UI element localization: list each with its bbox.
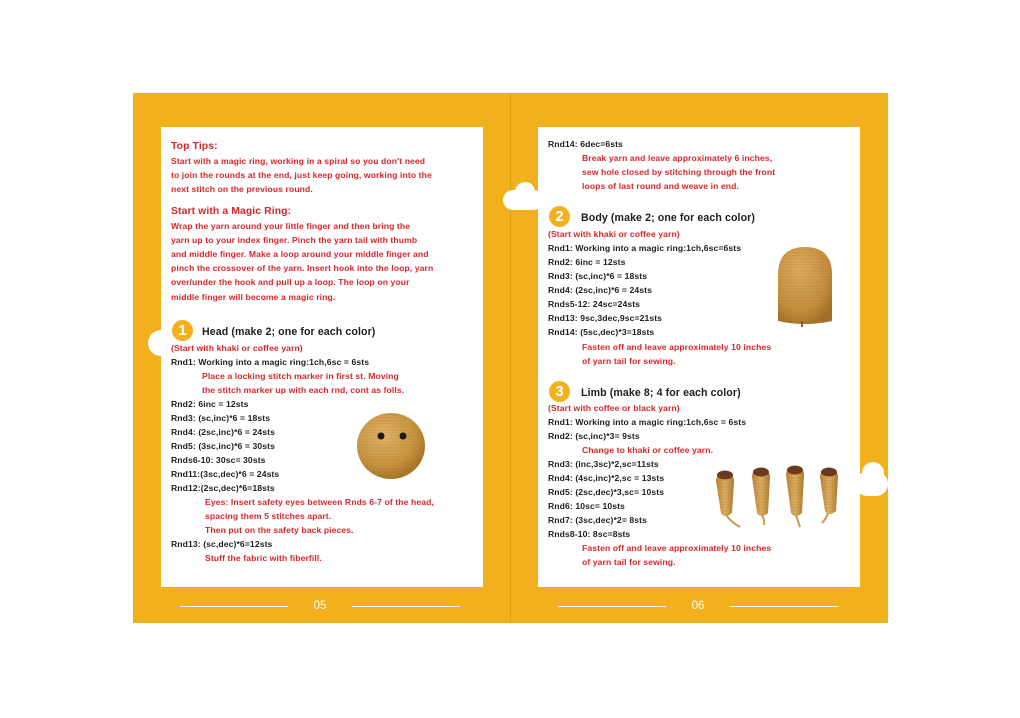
head-instruction-line: Eyes: Insert safety eyes between Rnds 6-7 of the head, — [205, 497, 434, 507]
magic-ring-title: Start with a Magic Ring: — [171, 206, 292, 217]
limb-instruction-line: Rnd3: (inc,3sc)*2,sc=11sts — [548, 459, 659, 469]
crochet-limbs-photo — [712, 465, 852, 531]
body-instruction-line: Fasten off and leave approximately 10 inches — [582, 342, 772, 352]
head-end-line: Rnd14: 6dec=6sts — [548, 139, 623, 149]
limb-instruction-line: Rnd2: (sc,inc)*3= 9sts — [548, 431, 640, 441]
page-number: 06 — [691, 600, 705, 612]
limb-piece — [752, 468, 770, 526]
body-instruction-line: Rnd13: 9sc,3dec,9sc=21sts — [548, 313, 663, 323]
body-instruction-line: Rnd14: (5sc,dec)*3=18sts — [548, 327, 655, 337]
body-instruction-line: Rnd2: 6inc = 12sts — [548, 257, 626, 267]
head-instruction-line: spacing them 5 stitches apart. — [205, 511, 332, 521]
magic-ring-line: over/under the hook and pull up a loop. The loop on your — [171, 277, 410, 287]
footer-line — [180, 606, 288, 607]
page-number: 05 — [313, 600, 327, 612]
head-instruction-line: Rnd4: (2sc,inc)*6 = 24sts — [171, 427, 275, 437]
top-tips-line: Start with a magic ring, working in a spiral so you don't need — [171, 156, 426, 166]
section-number-badge: 3 — [549, 381, 570, 402]
top-tips-line: to join the rounds at the end, just keep going, working into the — [171, 170, 432, 180]
eye-icon — [400, 433, 407, 440]
section-number-badge: 1 — [172, 320, 193, 341]
limb-instruction-line: of yarn tail for sewing. — [582, 557, 676, 567]
limb-piece — [716, 471, 740, 528]
top-tips-line: next stitch on the previous round. — [171, 184, 313, 194]
page-fold — [510, 93, 511, 623]
body-instruction-line: Rnd1: Working into a magic ring:1ch,6sc=6sts — [548, 243, 742, 253]
limb-section-title: Limb (make 8; 4 for each color) — [581, 387, 741, 399]
footer-line — [558, 606, 666, 607]
body-instruction-line: of yarn tail for sewing. — [582, 356, 676, 366]
head-end-line: loops of last round and weave in end. — [582, 181, 739, 191]
limb-instruction-line: Change to khaki or coffee yarn. — [582, 445, 714, 455]
head-instruction-line: the stitch marker up with each rnd, cont as folls. — [202, 385, 405, 395]
head-instruction-line: Then put on the safety back pieces. — [205, 525, 354, 535]
footer-line — [352, 606, 460, 607]
limb-instruction-line: Rnd5: (2sc,dec)*3,sc= 10sts — [548, 487, 665, 497]
magic-ring-line: Wrap the yarn around your little finger and then bring the — [171, 221, 411, 231]
body-instruction-line: Rnd4: (2sc,inc)*6 = 24sts — [548, 285, 652, 295]
head-instruction-line: Rnd5: (3sc,inc)*6 = 30sts — [171, 441, 275, 451]
head-instruction-line: Rnd1: Working into a magic ring:1ch,6sc = 6sts — [171, 357, 370, 367]
head-instruction-line: Place a locking stitch marker in first st. Moving — [202, 371, 399, 381]
body-section-title: Body (make 2; one for each color) — [581, 212, 756, 224]
head-instruction-line: Rnd12:(2sc,dec)*6=18sts — [171, 483, 275, 493]
head-end-line: Break yarn and leave approximately 6 inches, — [582, 153, 773, 163]
top-tips-title: Top Tips: — [171, 141, 218, 152]
crochet-head-photo — [352, 408, 430, 484]
magic-ring-line: yarn up to your index finger. Pinch the yarn tail with thumb — [171, 235, 418, 245]
limb-instruction-line: Rnd6: 10sc= 10sts — [548, 501, 625, 511]
limb-piece — [820, 468, 838, 524]
limb-piece — [786, 466, 804, 528]
limb-section-subtitle: (Start with coffee or black yarn) — [548, 403, 680, 413]
eye-icon — [378, 433, 385, 440]
limb-instruction-line: Rnd1: Working into a magic ring:1ch,6sc = 6sts — [548, 417, 747, 427]
head-instruction-line: Rnd2: 6inc = 12sts — [171, 399, 249, 409]
head-instruction-line: Rnd13: (sc,dec)*6=12sts — [171, 539, 273, 549]
cloud-decoration-center-top — [515, 182, 535, 202]
limb-instruction-line: Rnd7: (3sc,dec)*2= 8sts — [548, 515, 648, 525]
cloud-decoration-right-top — [862, 462, 884, 484]
head-section-subtitle: (Start with khaki or coffee yarn) — [171, 343, 303, 353]
head-instruction-line: Rnd11:(3sc,dec)*6 = 24sts — [171, 469, 280, 479]
head-section-title: Head (make 2; one for each color) — [202, 326, 376, 338]
crochet-body-photo — [772, 243, 838, 329]
limb-instruction-line: Rnds8-10: 8sc=8sts — [548, 529, 631, 539]
body-instruction-line: Rnds5-12: 24sc=24sts — [548, 299, 641, 309]
section-number-badge: 2 — [549, 206, 570, 227]
head-end-line: sew hole closed by stitching through the front — [582, 167, 776, 177]
magic-ring-line: pinch the crossover of the yarn. Insert hook into the loop, yarn — [171, 263, 434, 273]
head-instruction-line: Rnds6-10: 30sc= 30sts — [171, 455, 266, 465]
limb-instruction-line: Fasten off and leave approximately 10 inches — [582, 543, 772, 553]
footer-line — [730, 606, 838, 607]
magic-ring-line: and middle finger. Make a loop around your middle finger and — [171, 249, 429, 259]
head-instruction-line: Stuff the fabric with fiberfill. — [205, 553, 322, 563]
body-section-subtitle: (Start with khaki or coffee yarn) — [548, 229, 680, 239]
body-instruction-line: Rnd3: (sc,inc)*6 = 18sts — [548, 271, 648, 281]
magic-ring-line: middle finger will become a magic ring. — [171, 292, 336, 302]
head-instruction-line: Rnd3: (sc,inc)*6 = 18sts — [171, 413, 271, 423]
limb-instruction-line: Rnd4: (4sc,inc)*2,sc = 13sts — [548, 473, 665, 483]
